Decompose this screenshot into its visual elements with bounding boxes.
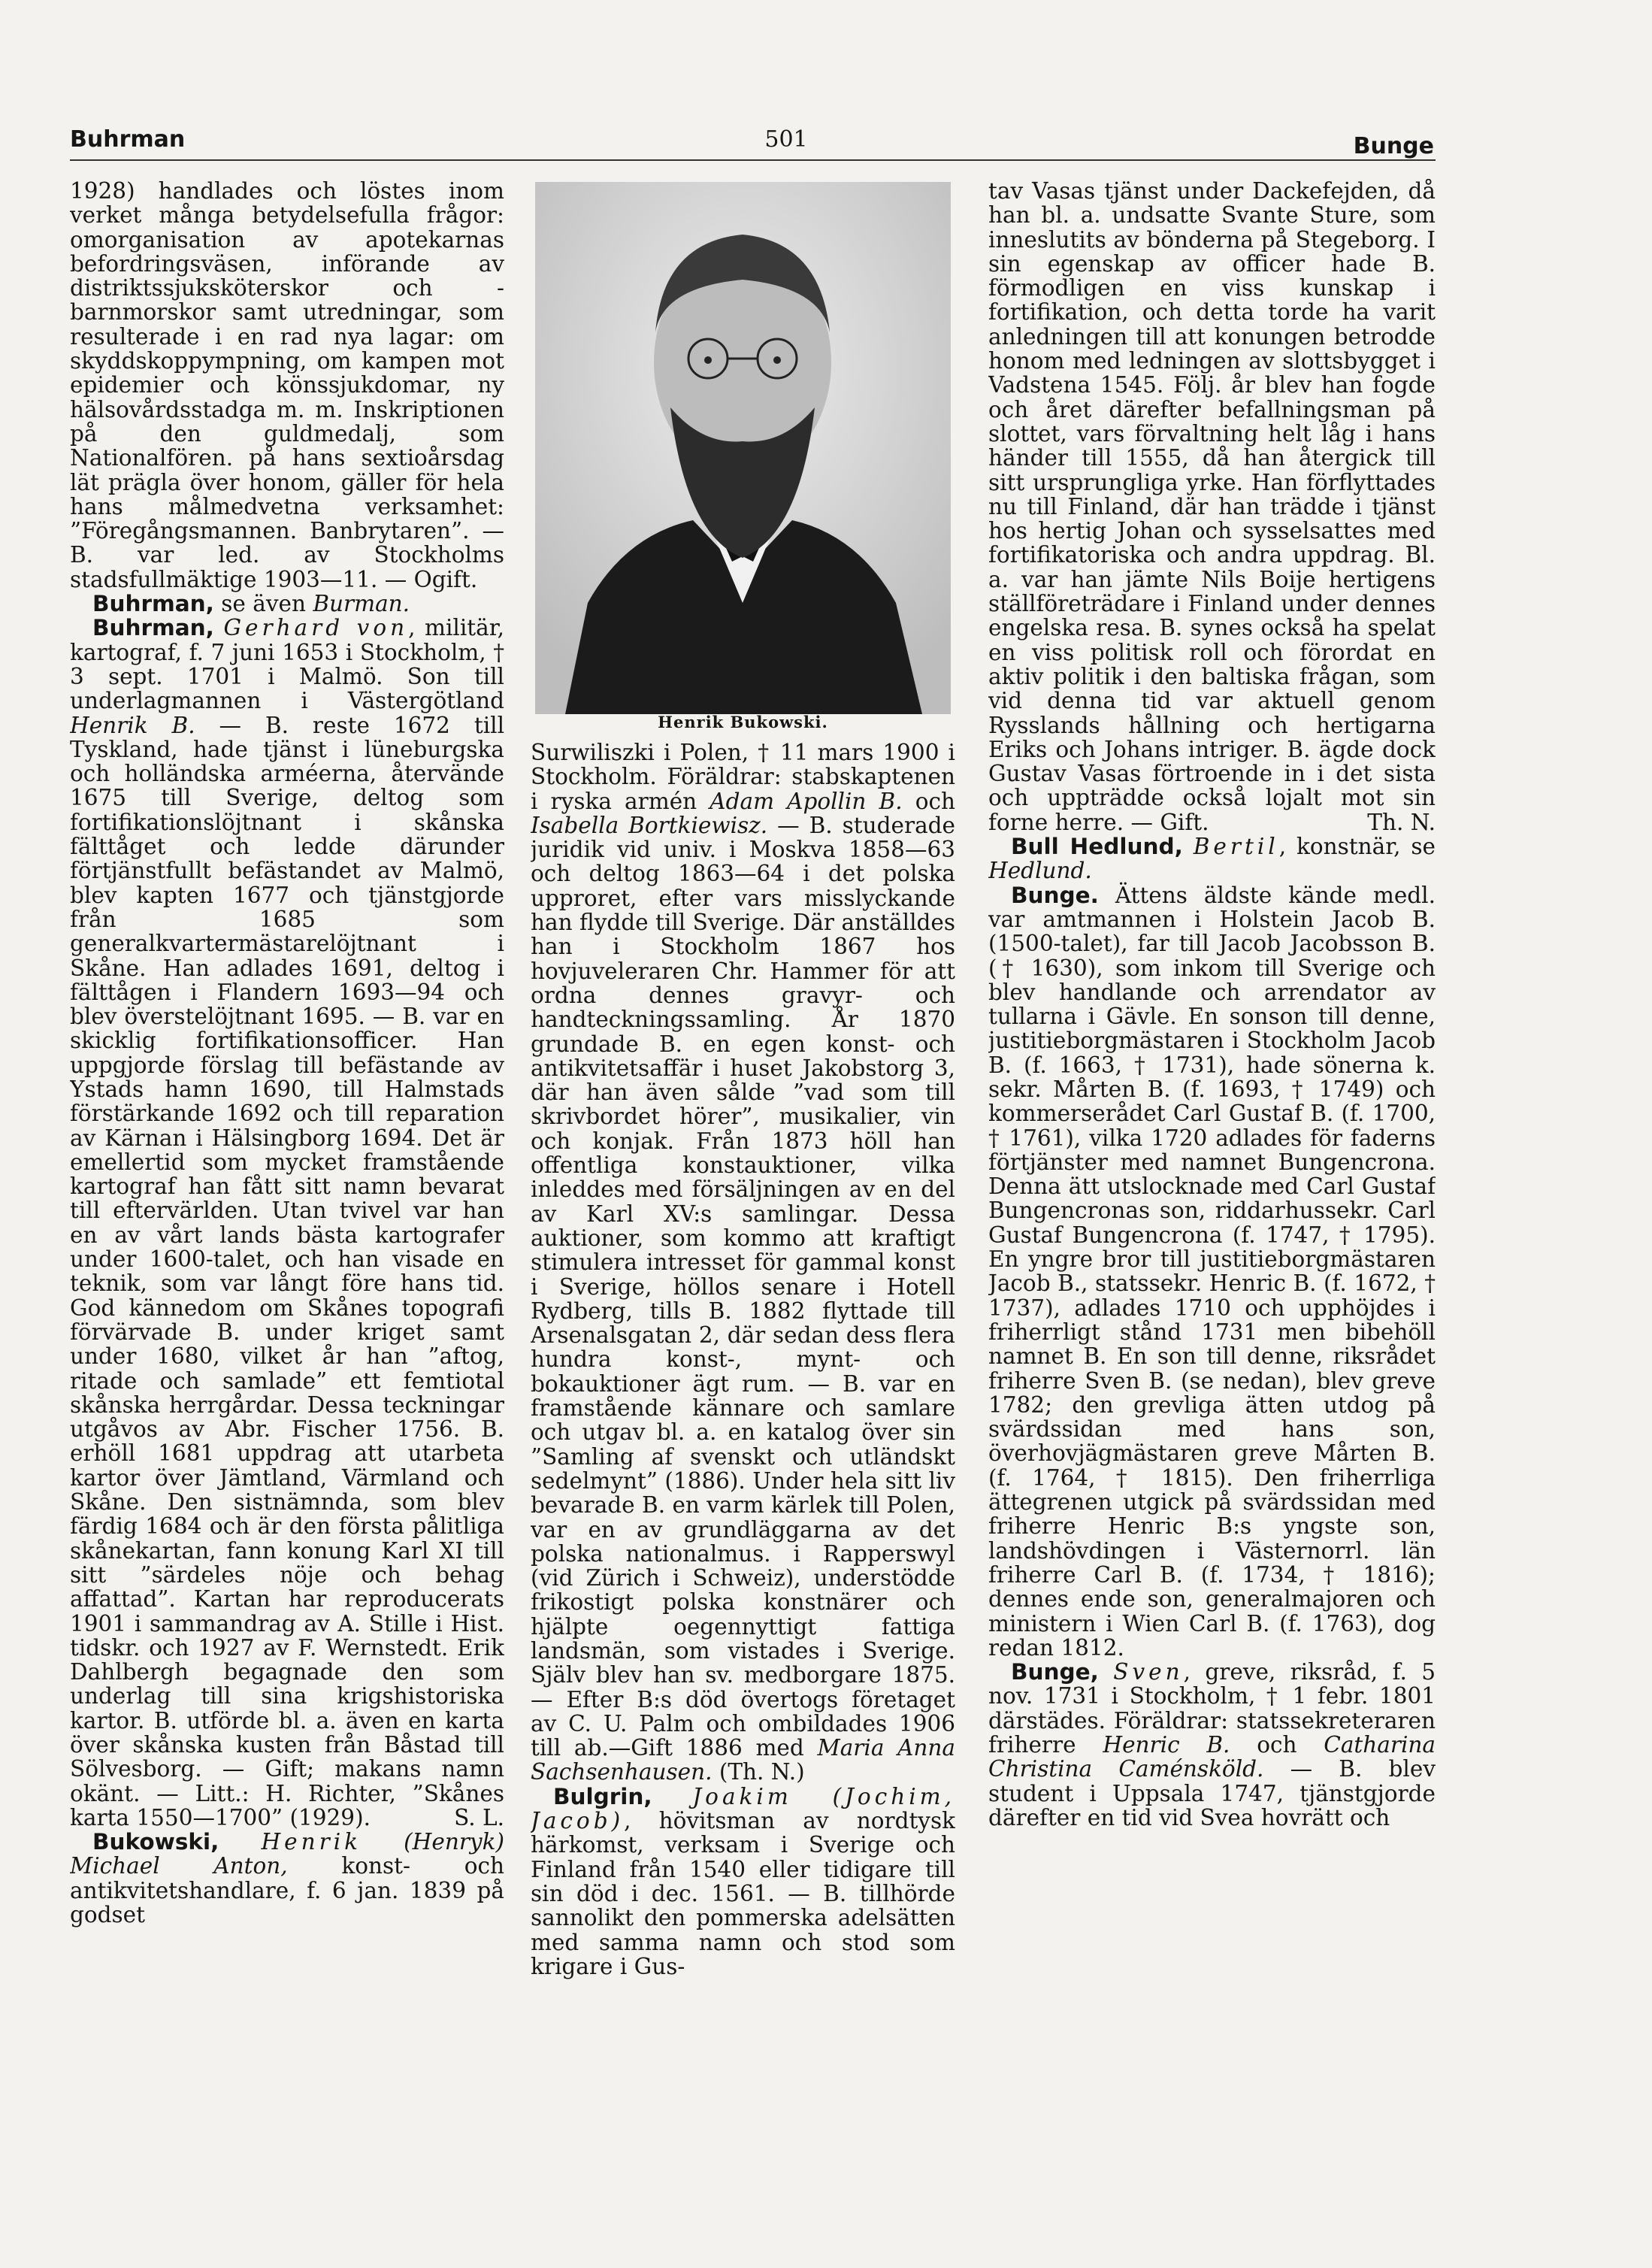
cross-reference: Henrik B. [70,712,195,738]
running-head-right: Bunge [1353,133,1434,159]
text: se även [213,591,313,617]
cross-reference: Henric B. [1103,1732,1230,1758]
header-rule [70,159,1436,161]
paragraph [531,740,955,1785]
signature: (Th. N.) [712,1759,805,1785]
entry-gerhard-buhrman [70,616,504,1830]
alternate-names: (Jochim, Jacob) [531,1783,955,1834]
paragraph [70,179,504,592]
column-2 [531,740,955,2073]
given-name: Joakim [692,1783,792,1809]
text: — B. reste 1672 till Tyskland, hade tjänst i lüneburgska och holländska arméerna, återvände 1675 till Sverige, deltog som fortifikationslöjtnant i skånska fälttåget och ledde därunder förtjänstfullt befästandet av Malmö, blev kapten 1677 och tjänstgjorde från 1685 som generalkvartermästarelöjtnant i Skåne. Han adlades 1691, deltog i fälttågen i Flandern 1693—94 och blev överstelöjtnant 1695. — B. var en skicklig fortifikationsofficer. Han uppgjorde förslag till befästande av Ystads hamn 1690, till Halmstads förstärkande 1692 och till reparation av Kärnan i Hälsingborg 1694. Det är emellertid som mycket framstående kartograf han fått sitt namn bevarat till eftervärlden. Utan tvivel var han en av vårt lands bästa kartografer under 1600-talet, och han visade en teknik, som var långt före hans tid. God kännedom om Skånes topografi förvärvade B. under kriget samt under 1680, vilket år han ”aftog, ritade och samlade” ett femtiotal skånska herrgårdar. Dessa teckningar utgåvos av Abr. Fischer 1756. B. erhöll 1681 uppdrag att utarbeta kartor över Jämtland, Värmland och Skåne. Den sistnämnda, som blev färdig 1684 och är den första pålitliga skånekartan, fann konung Karl XI till sitt ”särdeles nöje och behag affattad”. Kartan har reproducerats 1901 i sammandrag av A. Stille i Hist. tidskr. och 1927 av F. Wernstedt. Erik Dahlbergh begagnade den som underlag till sina krigshistoriska kartor. B. utförde bl. a. även en karta över skånska kusten från Båstad till Sölvesborg. — Gift; makans namn okänt. — Litt.: H. Richter, ”Skånes karta 1550—1700” (1929). [70,712,504,1830]
given-name: Bertil [1193,834,1279,860]
text: , konstnär, se [1278,834,1436,860]
cross-reference: Adam Apollin B. [710,788,903,814]
entry-bull-hedlund [988,834,1436,883]
cross-reference: Catharina Christina Caménsköld. [988,1732,1436,1782]
headword: Bunge. [1011,882,1099,908]
headword: Buhrman, [92,591,214,617]
page-number: 501 [764,126,808,153]
portrait-photo [535,182,951,714]
paragraph [988,179,1436,834]
text: och [1230,1732,1324,1758]
text: — B. studerade juridik vid univ. i Moskva 1858—63 och deltog 1863—64 i det polska upproret, efter vars misslyckande han flydde till Sverige. Där anställdes han i Stockholm 1867 hos hovjuveleraren Chr. Hammer för att ordna dennes gravyr- och handteckningssamling. År 1870 grundade B. en egen konst- och antikvitetsaffär i huset Jakobstorg 3, där han även sålde ”vad som till skrivbordet hörer”, musikalier, vin och konjak. Från 1873 höll han offentliga konstauktioner, vilka inleddes med försäljningen av en del av Karl XV:s samlingar. Dessa auktioner, som kommo att kraftigt stimulera intresset för gammal konst i Sverige, höllos senare i Hotell Rydberg, tills B. 1882 flyttade till Arsenalsgatan 2, där sedan dess flera hundra konst-, mynt- och bokauktioner ägt rum. — B. var en framstående kännare och samlare och utgav bl. a. en katalog över sin ”Samling af svenskt och utländskt sedelmynt” (1886). Under hela sitt liv bevarade B. en varm kärlek till Polen, var en av grundläggarna av det polska nationalmus. i Rapperswyl (vid Zürich i Schweiz), understödde frikostigt polska konstnärer och hjälpte oegennyttigt fattiga landsmän, som vistades i Sverige. Själv blev han sv. medborgare 1875. — Efter B:s död övertogs företaget av C. U. Palm och ombildades 1906 till ab.—Gift 1886 med [531,812,955,1761]
text: Ättens äldste kände medl. var amtmannen i Holstein Jacob B. (1500-talet), far till Jacob Jacobsson B. († 1630), som inkom till Sverige och blev handlande och arrendator av tullarna i Gävle. En sonson till denne, justitieborgmästaren i Stockholm Jacob B. (f. 1663, † 1731), hade sönerna k. sekr. Mårten B. (f. 1693, † 1749) och kommerserådet Carl Gustaf B. (f. 1700, † 1761), vilka 1720 adlades för faderns förtjänster med namnet Bungencrona. Denna ätt utslocknade med Carl Gustaf Bungencronas son, riddarhussekr. Carl Gustaf Bungencrona (f. 1747, † 1795). En yngre bror till justitieborgmästaren Jacob B., statssekr. Henric B. (f. 1672, † 1737), adlades 1710 och upphöjdes i friherrligt stånd 1731 men bibehöll namnet B. En son till denne, riksrådet friherre Sven B. (se nedan), blev greve 1782; den grevliga ätten utdog på svärdssidan med hans son, överhovjägmästaren greve Mårten B. (f. 1764, † 1815). Den friherrliga ättegrenen utgick på svärdssidan med friherre Henric B:s yngste son, landshövdingen i Västernorrl. län friherre Carl B. (f. 1734, † 1816); dennes ende son, generalmajoren och ministern i Wien Carl B. (f. 1763), dog redan 1812. [988,882,1436,1661]
text: konst- och antikvitetshandlare, f. 6 jan. 1839 på godset [70,1853,504,1928]
running-head-left: Buhrman [70,126,186,153]
entry-bukowski [70,1830,504,1927]
entry-bulgrin [531,1785,955,1979]
text: och [902,788,955,814]
entry-buhrman-ref [70,592,504,616]
text: Surwiliszki i Polen, † 11 mars 1900 i Stockholm. Föräldrar: stabskaptenen i ryska armén [531,740,955,814]
text: , militär, kartograf, f. 7 juni 1653 i Stockholm, † 3 sept. 1701 i Malmö. Son till underlagmannen i Västergötland [70,615,504,714]
signature: S. L. [454,1804,504,1830]
cross-reference: Burman. [313,591,410,617]
headword: Bunge, [1011,1659,1099,1685]
column-1 [70,179,504,2073]
portrait-caption: Henrik Bukowski. [658,713,828,731]
entry-bunge-family [988,883,1436,1661]
headword: Buhrman, [92,615,214,641]
cross-reference: Isabella Bortkiewisz. [531,812,768,838]
text: , hövitsman av nordtysk härkomst, verksam i Sverige och Finland från 1540 eller tidigare till sin död i dec. 1561. — B. tillhörde sannolikt den pommerska adelsätten med samma namn och stod som krigare i Gus- [531,1808,955,1979]
text: , greve, riksråd, f. 5 nov. 1731 i Stockholm, † 1 febr. 1801 därstädes. Föräldrar: statssekreteraren friherre [988,1659,1436,1758]
headword: Bull Hedlund, [1011,834,1183,860]
text: — B. blev student i Uppsala 1747, tjänstgjorde därefter en tid vid Svea hovrätt och [988,1756,1436,1830]
entry-sven-bunge [988,1660,1436,1830]
column-3 [988,179,1436,2073]
headword: Bukowski, [92,1829,219,1855]
headword: Bulgrin, [553,1783,652,1809]
signature: Th. N. [1367,809,1436,835]
cross-reference: Hedlund. [988,858,1092,884]
alternate-names: (Henryk) Michael Anton, [70,1829,504,1879]
given-name: Henrik [261,1829,362,1855]
spouse-name: Maria Anna Sachsenhausen. [531,1735,955,1785]
text: tav Vasas tjänst under Dackefejden, då han bl. a. undsatte Svante Sture, som inneslutits av bönderna på Stegeborg. I sin egenskap av officer hade B. förmodligen en viss kunskap i fortifikation, och detta torde ha varit anledningen till att konungen betrodde honom med ledningen av slottsbygget i Vadstena 1545. Följ. år blev han fogde och året därefter befallningsman på slottet, vars förvaltning helt låg i hans händer till 1555, då han återgick till sitt ursprungliga yrke. Han förflyttades nu till Finland, där han trädde i tjänst hos hertig Johan och sysselsattes med fortifikatoriska och andra uppdrag. Bl. a. var han jämte Nils Boije hertigens ställföreträdare i Finland under dennes engelska resa. B. synes också ha spelat en viss politisk roll och förordat en aktiv politik i den baltiska frågan, som vid denna tid var aktuell genom Rysslands hållning och hertigarna Eriks och Johans intriger. B. ägde dock Gustav Vasas förtroende in i det sista och uppträdde också lojalt mot sin forne herre. — Gift. [988,179,1436,835]
given-name: Gerhard von [223,615,409,641]
given-name: Sven [1113,1659,1184,1685]
text: 1928) handlades och löstes inom verket många betydelsefulla frågor: omorganisation av apotekarnas befordringsväsen, införande av distriktssjuksköterskor och -barnmorskor samt utredningar, som resulterade i en rad nya lagar: om skyddskoppympning, om kampen mot epidemier och könssjukdomar, ny hälsovårdsstadga m. m. Inskriptionen på den guldmedalj, som Nationalfören. på hans sextioårsdag lät prägla över honom, gäller för hela hans målmedvetna verksamhet: ”Föregångsmannen. Banbrytaren”. — B. var led. av Stockholms stadsfullmäktige 1903—11. — Ogift. [70,179,504,592]
